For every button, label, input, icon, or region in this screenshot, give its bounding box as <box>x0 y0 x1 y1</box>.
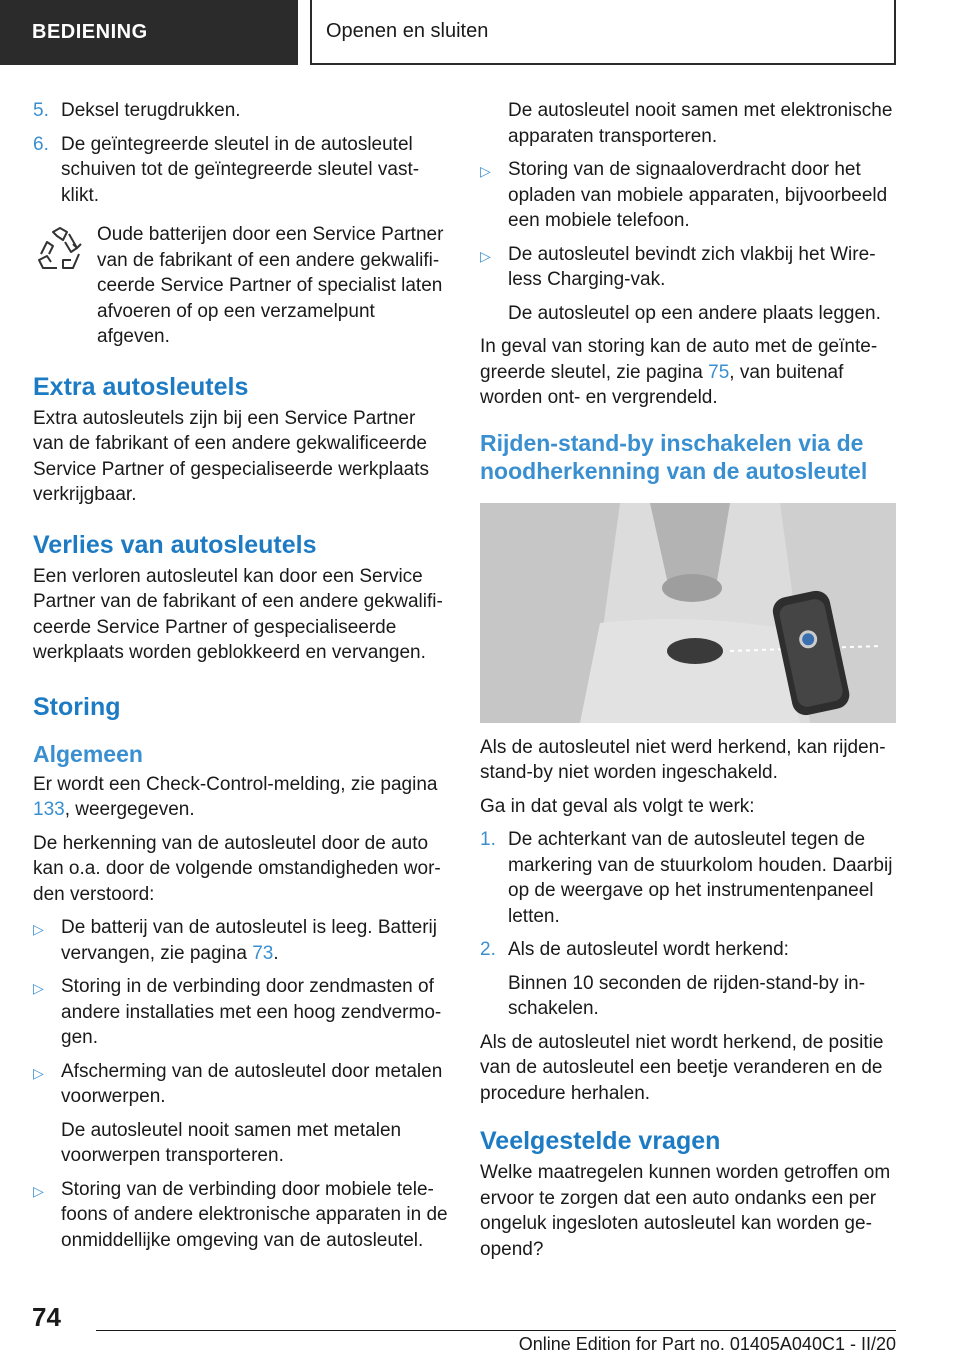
chapter-title: Openen en sluiten <box>326 20 489 42</box>
paragraph: Een verloren autosleutel kan door een Service Partner van de fabrikant of een andere gekwalificeerde Service Partner of gespecialiseerde werkplaats worden geblokkeerd en vervangen. <box>33 565 443 663</box>
step-number: 1. <box>480 829 496 850</box>
list-item: ▷ Storing van de verbinding door mobiele telefoons of andere elektronische apparaten in de onmiddellijke omgeving van de autosleutel. <box>33 1177 448 1254</box>
paragraph: Ga in dat geval als volgt te werk: <box>480 795 755 817</box>
list-item: ▷ De batterij van de autosleutel is leeg. Batterij vervangen, zie pagina 73. <box>33 915 448 966</box>
list-item <box>480 827 896 929</box>
triangle-bullet-icon: ▷ <box>480 247 491 264</box>
bullet-subtext: De autosleutel nooit samen met metalen voorwerpen transporteren. <box>61 1119 402 1166</box>
steering-column-photo <box>480 503 896 723</box>
step-text: De achterkant van de autosleutel tegen de markering van de stuurkolom houden. Daarbij op de weergave op het instrumentenpaneel letten. <box>508 829 893 927</box>
page-link-75[interactable]: 75 <box>708 361 730 383</box>
list-item <box>480 937 896 963</box>
recycle-note <box>33 222 448 350</box>
list-item: ▷ Storing van de signaaloverdracht door het opladen van mobiele apparaten, bijvoorbeeld een mobiele telefoon. <box>480 157 896 234</box>
bullet-subtext: De autosleutel nooit samen met elektronische apparaten transporteren. <box>508 100 893 147</box>
paragraph: Als de autosleutel niet wordt herkend, de positie van de autosleutel een beetje veranderen en de procedure herhalen. <box>480 1031 884 1104</box>
edition-footer: Online Edition for Part no. 01405A040C1 - II/20 <box>518 1334 896 1354</box>
bullet-subtext: De autosleutel op een andere plaats leggen. <box>508 302 881 324</box>
step-subtext: Binnen 10 seconden de rijden-stand-by inschakelen. <box>508 972 866 1019</box>
recycle-icon <box>33 222 97 350</box>
step-number: 2. <box>480 939 496 960</box>
triangle-bullet-icon: ▷ <box>33 1064 44 1081</box>
triangle-bullet-icon: ▷ <box>33 921 44 937</box>
page-link-133[interactable]: 133 <box>33 799 65 820</box>
right-column <box>480 98 896 1270</box>
section-tab <box>0 0 298 65</box>
step-number: 5. <box>33 100 49 121</box>
footer-divider <box>96 1330 896 1331</box>
recycle-text: Oude batterijen door een Service Partner van de fabrikant of een andere gekwalificeerde Service Partner of specialist laten afvoeren of op een verzamelpunt afgeven. <box>97 224 444 347</box>
paragraph: De herkenning van de autosleutel door de auto kan o.a. door de volgende omstandigheden worden verstoord: <box>33 832 441 905</box>
heading-storing: Storing <box>33 692 121 721</box>
heading-faq: Veelgestelde vragen <box>480 1127 721 1155</box>
paragraph: Er wordt een Check-Control-melding, zie pagina 133, weergegeven. <box>33 773 438 820</box>
list-item: ▷ Afscherming van de autosleutel door metalen voorwerpen. <box>33 1059 448 1110</box>
step-number: 6. <box>33 133 49 155</box>
page-link-73[interactable]: 73 <box>252 942 274 964</box>
step-text: Deksel terugdrukken. <box>61 100 241 121</box>
heading-extra-keys: Extra autosleutels <box>33 372 249 401</box>
step-text: De geïntegreerde sleutel in de autosleutel schuiven tot de geïntegreerde sleutel vastklikt. <box>61 133 420 206</box>
list-item <box>33 132 448 209</box>
section-title: BEDIENING <box>32 21 148 43</box>
left-column <box>33 98 448 1261</box>
page-number: 74 <box>32 1302 61 1332</box>
paragraph: Welke maatregelen kunnen worden getroffen om ervoor te zorgen dat een auto ondanks een per ongeluk ingesloten autosleutel kan worden geopend? <box>480 1162 891 1260</box>
chapter-tab <box>310 0 896 65</box>
triangle-bullet-icon: ▷ <box>33 1182 44 1199</box>
heading-algemeen: Algemeen <box>33 740 143 767</box>
triangle-bullet-icon: ▷ <box>33 980 44 996</box>
paragraph: Als de autosleutel niet werd herkend, kan rijdenstand-by niet worden ingeschakeld. <box>480 736 886 783</box>
heading-lost-keys: Verlies van autosleutels <box>33 530 317 559</box>
paragraph: Extra autosleutels zijn bij een Service Partner van de fabrikant of een andere gekwalificeerde Service Partner of gespecialiseerde werkplaats verkrijgbaar. <box>33 407 430 505</box>
list-item <box>33 98 448 124</box>
heading-emergency-detection: Rijden-stand-by inschakelen via de noodherkenning van de autosleutel <box>480 429 868 484</box>
triangle-bullet-icon: ▷ <box>480 163 491 179</box>
list-item: ▷ Storing in de verbinding door zendmasten of andere installaties met een hoog zendvermogen. <box>33 974 448 1051</box>
step-text: Als de autosleutel wordt herkend: <box>508 939 789 960</box>
paragraph: In geval van storing kan de auto met de geïntegreerde sleutel, zie pagina 75, van buitenaf worden ont- en vergrendeld. <box>480 336 878 408</box>
list-item: ▷ De autosleutel bevindt zich vlakbij het Wireless Charging-vak. <box>480 242 896 293</box>
